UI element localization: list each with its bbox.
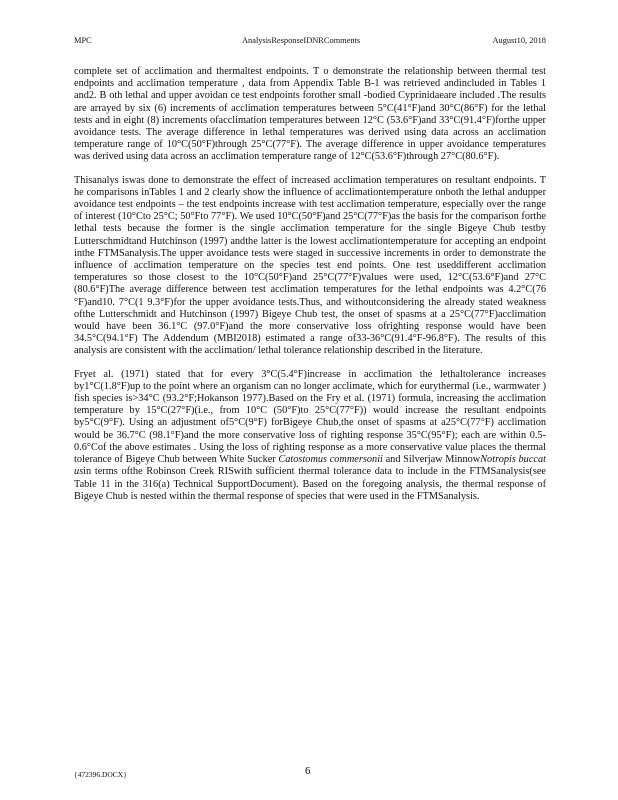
- paragraph-text-end: in terms ofthe Robinson Creek RISwith sufficient thermal tolerance data to include in the FTMSanalysis(see Table 11 in the 316(a) Technical SupportDocument). Based on the foregoing analysis, the thermal response of Bigeye Chub is nested within the thermal response of species that were used in the FTMSanalysis.: [74, 466, 546, 502]
- species-name-silverjaw-minnow: Notropis buccat us: [74, 454, 546, 478]
- header-date: August10, 2018: [492, 36, 546, 45]
- page-number: 6: [305, 765, 311, 777]
- species-name-white-sucker: Catostomus commersonii: [278, 454, 383, 466]
- paragraph-text-start: Fryet al. (1971) stated that for every 3°C(5.4°F)increase in acclimation the lethaltolerance increases by1°C(1.8°F)up to the point where an organism can no longer acclimate, which for eurythermal (i.e., warmwater ) fish species is>34°C (93.2°F;Hokanson 1977).Based on the Fry et al. (1971) formula, increasing the acclimation temperature by 15°C(27°F)(i.e., from 10°C (50°F)to 25°C(77°F)) would increase the resultant endpoints by5°C(9°F). Using an adjustment of5°C(9°F) forBigeye Chub,the onset of spasms at a25°C(77°F) acclimation would be 36.7°C (98.1°F)and the more conservative loss of righting response 35°C(95°F); each are within 0.5-0.6°Cof the above estimates . Using the loss of righting response as a more conservative value places the thermal tolerance of Bigeye Chub between White Sucker: [74, 368, 546, 466]
- header-title: AnalysisResponseIDNRComments: [242, 36, 361, 45]
- document-body: [74, 66, 546, 514]
- page-footer: [74, 765, 546, 780]
- page-header: [74, 36, 546, 46]
- paragraph-acclimation-data: complete set of acclimation and thermaltest endpoints. T o demonstrate the relationship between thermal test endpoints and acclimation temperature , data from Appendix Table B-1 was retrieved andincluded in Tables 1 and2. B oth lethal and upper avoidan ce test endpoints forother small -bodied Cyprinidaeare included .The results are arrayed by six (6) increments of acclimation temperatures between 5°C(41°F)and 30°C(86°F) for the lethal tests and in eight (8) increments ofacclimation temperatures between 12°C (53.6°F)and 33°C(91.4°F)forthe upper avoidance tests. The average difference in lethal temperatures was derived using data across an acclimation temperature range of 10°C(50°F)through 25°C(77°F). The average difference in upper avoidance temperatures was derived using data across an acclimation temperature range of 12°C(53.6°F)through 27°C(80.6°F).: [74, 66, 546, 163]
- header-author: MPC: [74, 36, 92, 45]
- paragraph-text-middle: and Silverjaw Minnow: [382, 454, 481, 466]
- footer-document-id: {472396.DOCX}: [74, 770, 127, 779]
- paragraph-fry-formula: [74, 369, 546, 503]
- paragraph-analysis-comparison: Thisanalys iswas done to demonstrate the effect of increased acclimation temperatures on resultant endpoints. T he comparisons inTables 1 and 2 clearly show the influence of acclimationtemperature onboth the lethal andupper avoidance test endpoints – the test endpoints increase with test acclimation temperature, especially over the range of interest (10°Cto 25°C; 50°Fto 77°F). We used 10°C(50°F)and 25°C(77°F)as the basis for the comparison forthe lethal tests because the former is the single acclimation temperature for the single Bigeye Chub testby Lutterschmidtand Hutchinson (1997) andthe latter is the lowest acclimationtemperature for accepting an endpoint inthe FTMSanalysis.The upper avoidance tests were staged in successive increments in order to demonstrate the influence of acclimation temperature on the species test end points. One test useddifferent acclimation temperatures so those closest to the 10°C(50°F)and 25°C(77°F)values were used, 12°C(53.6°F)and 27°C (80.6°F)The average difference between test acclimation temperatures for the lethal endpoints was 4.2°C(76 °F)and10. 7°C(1 9.3°F)for the upper avoidance tests.Thus, and withoutconsidering the already stated weakness ofthe Lutterschmidt and Hutchinson (1997) Bigeye Chub test, the onset of spasms at a 25°C(77°F)acclimation would have been 36.1°C (97.0°F)and the more conservative loss ofrighting response would have been 34.5°C(94.1°F) The Addendum (MBI2018) estimated a range of33-36°C(91.4°F-96.8°F). The results of this analysis are consistent with the acclimation/ lethal tolerance relationship described in the literature.: [74, 174, 546, 357]
